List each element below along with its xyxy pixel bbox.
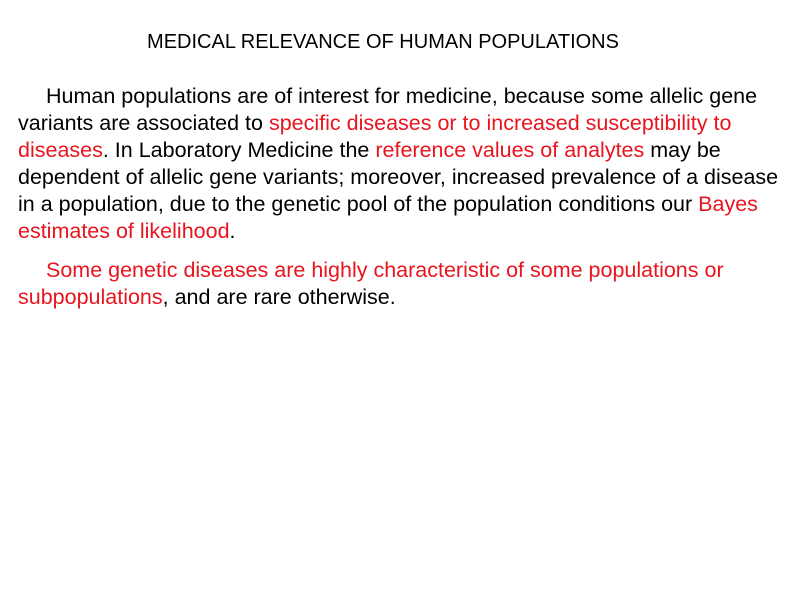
paragraph-genetic-diseases bbox=[18, 257, 782, 311]
highlight-specific-diseases: specific diseases or to increased susceptibility to diseases bbox=[18, 111, 732, 162]
text-segment: Human populations are of interest for medicine, because some allelic gene variants are associated to bbox=[18, 84, 758, 135]
highlight-reference-values: reference values of analytes bbox=[375, 138, 645, 162]
slide-title: MEDICAL RELEVANCE OF HUMAN POPULATIONS bbox=[147, 31, 619, 53]
paragraph-populations-medicine bbox=[18, 83, 782, 245]
highlight-genetic-diseases: Some genetic diseases are highly characteristic of some populations or subpopulations bbox=[18, 258, 724, 309]
text-segment: . bbox=[229, 219, 236, 243]
slide-body bbox=[18, 83, 782, 311]
text-segment: may be dependent of allelic gene variants; moreover, increased prevalence of a disease in a population, due to the genetic pool of the population conditions our bbox=[18, 138, 779, 216]
text-segment: , and are rare otherwise. bbox=[162, 285, 396, 309]
highlight-bayes-estimates: Bayes estimates of likelihood bbox=[18, 192, 758, 243]
text-segment: . In Laboratory Medicine the bbox=[102, 138, 376, 162]
